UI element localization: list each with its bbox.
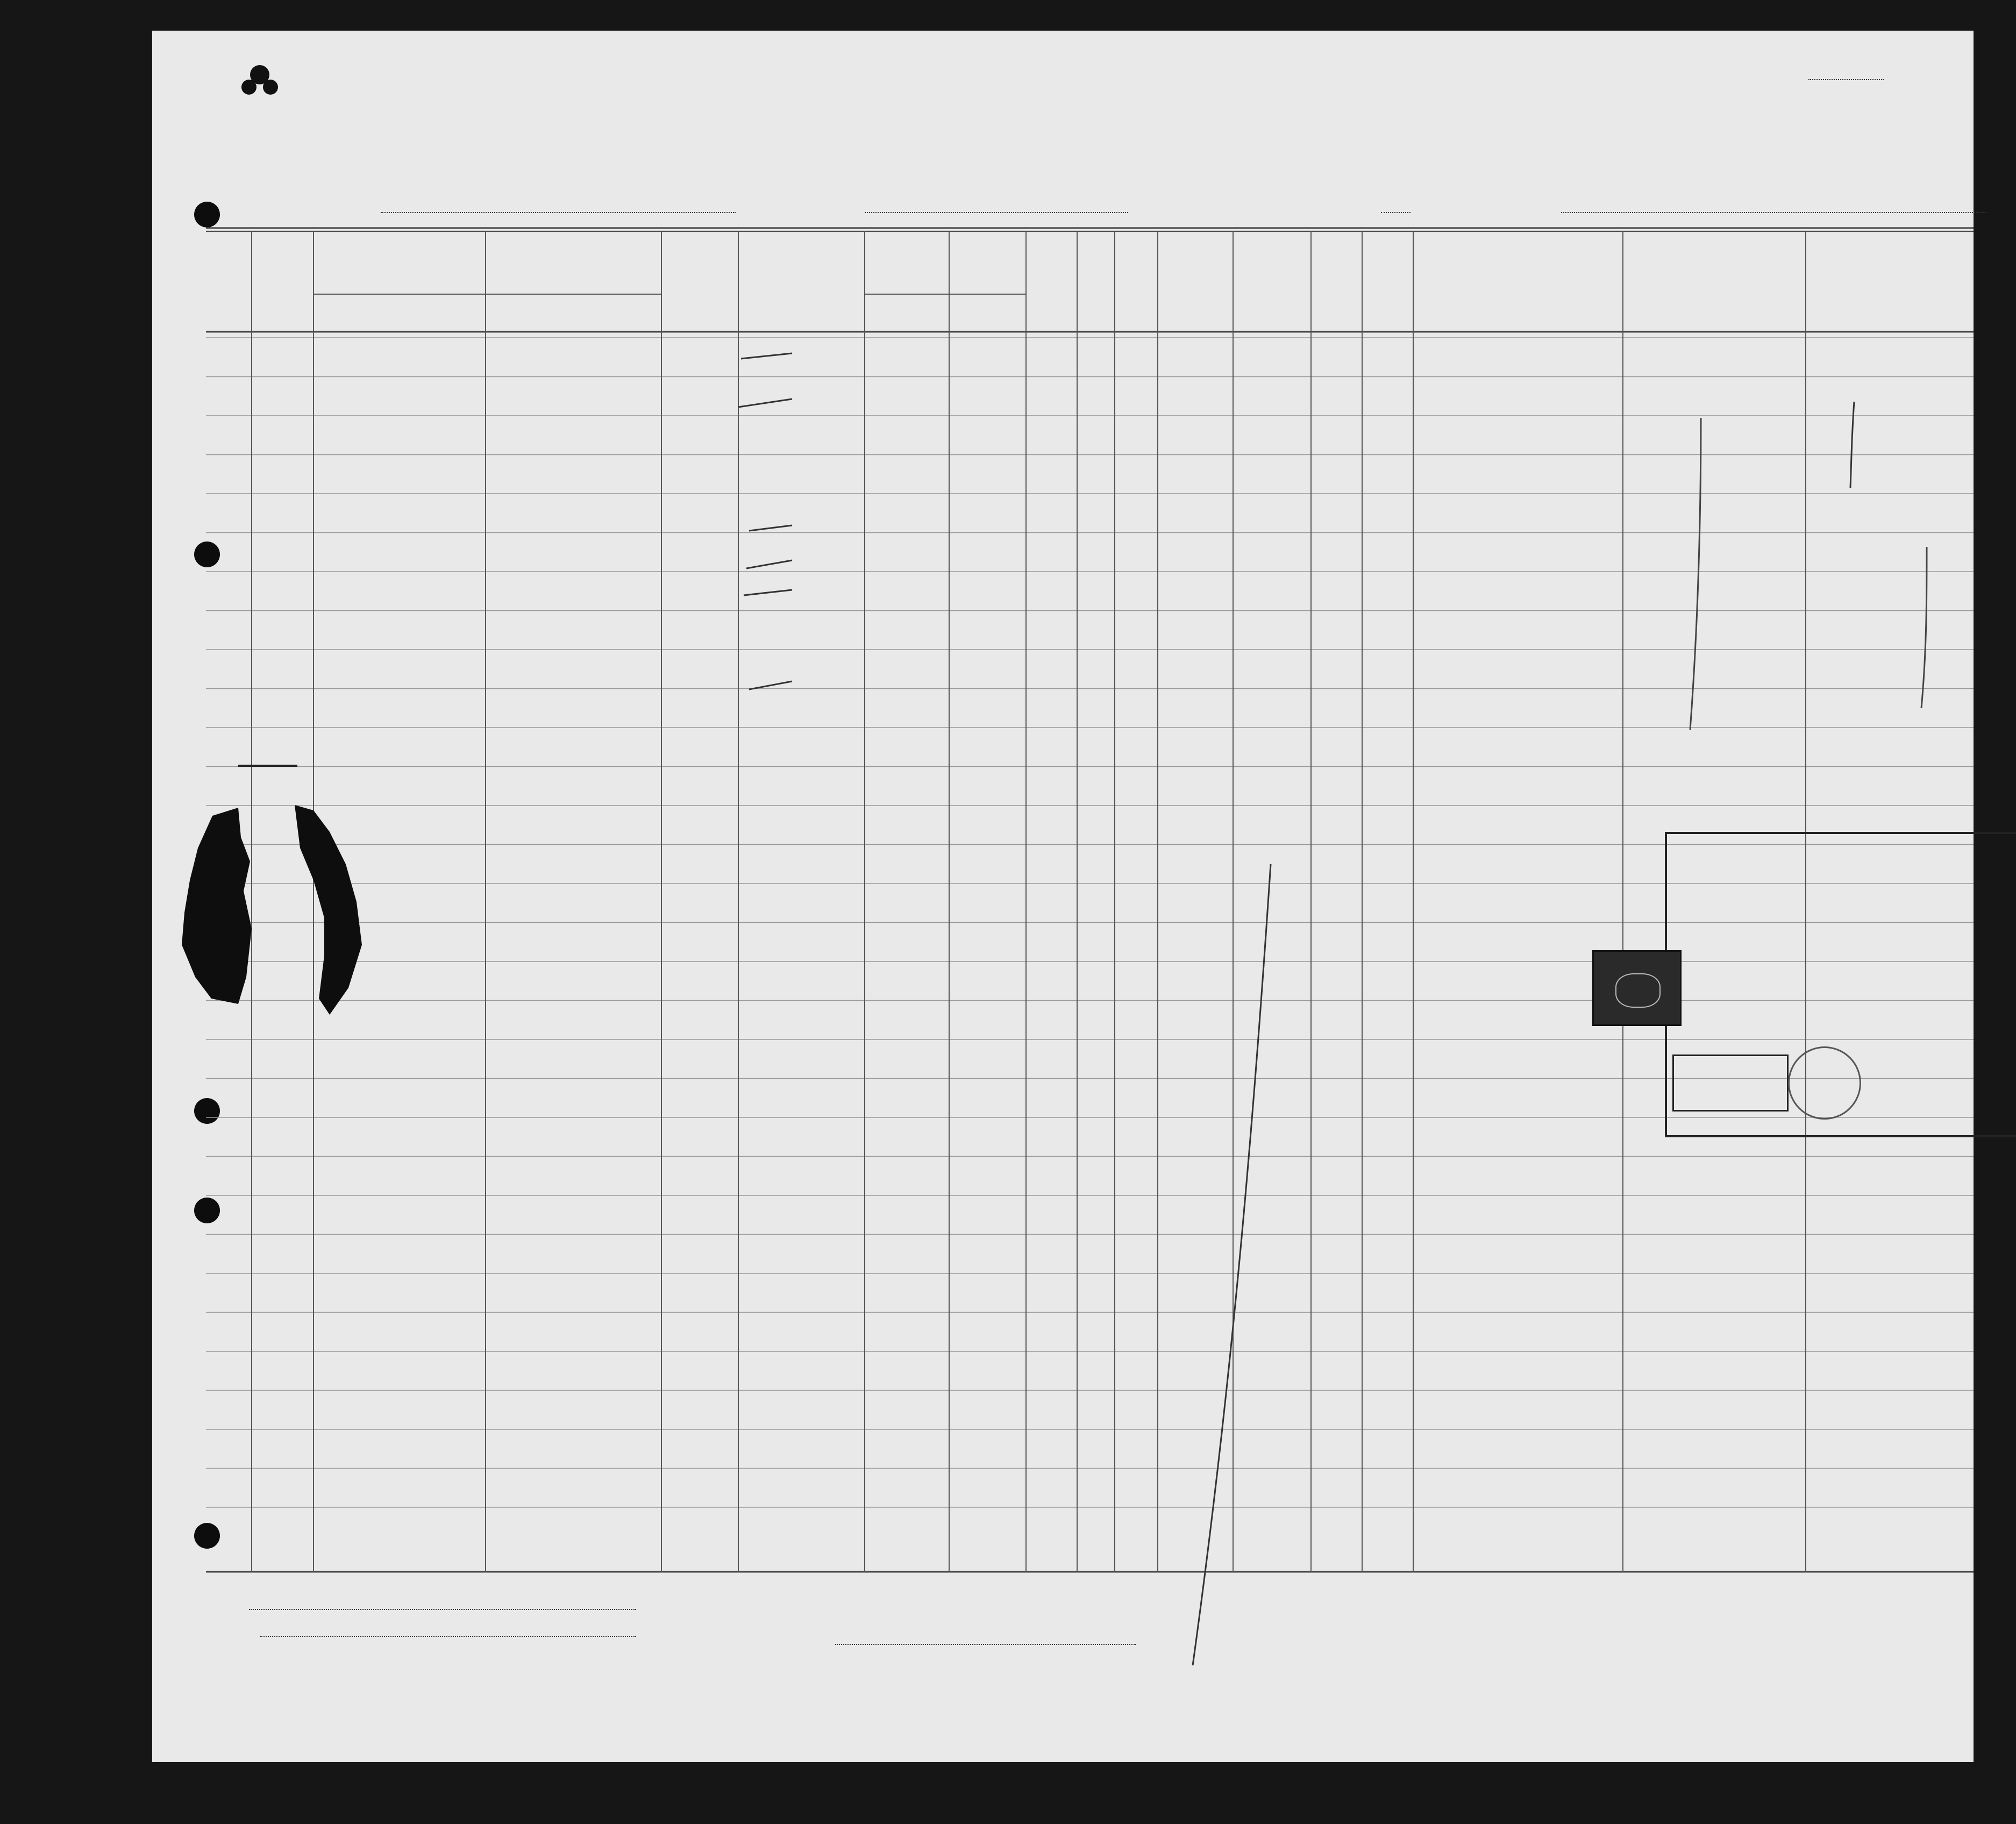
ribbon-seal-right bbox=[295, 805, 362, 1015]
fee-stamp bbox=[1592, 950, 1682, 1026]
manifest-sheet bbox=[152, 31, 1974, 1762]
stamp-seal-box bbox=[1672, 1054, 1789, 1112]
ribbon-seal-left bbox=[182, 808, 252, 1004]
consular-stamp bbox=[1665, 832, 2016, 1137]
consular-seal bbox=[1788, 1046, 1861, 1120]
